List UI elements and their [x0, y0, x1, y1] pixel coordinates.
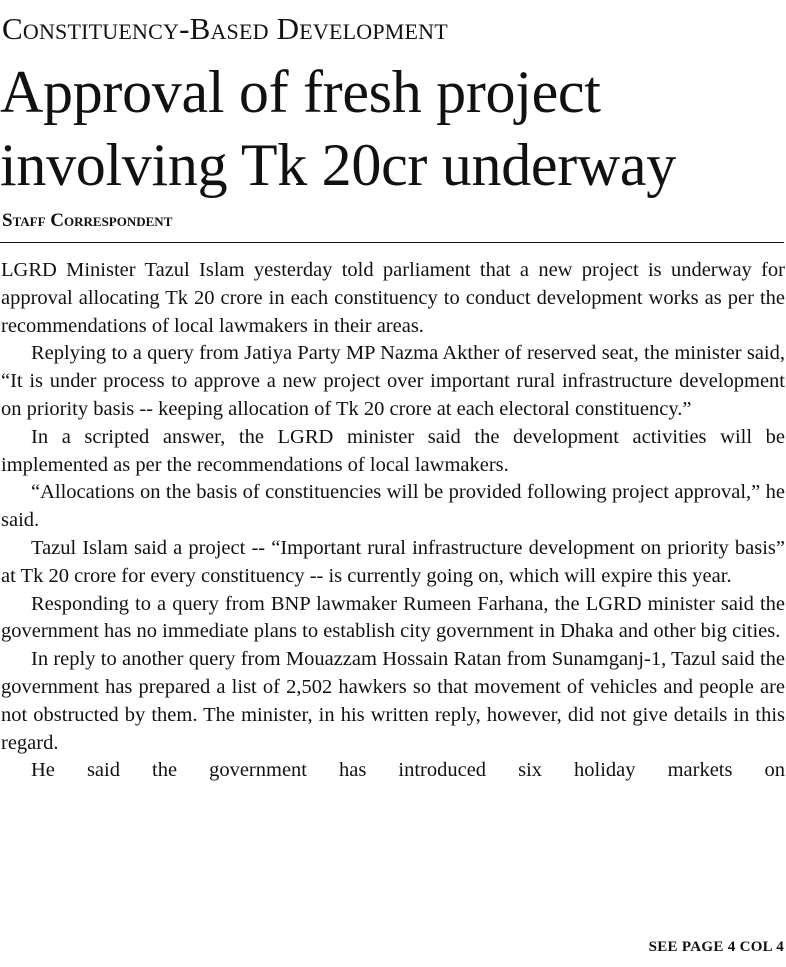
continued-jump-line[interactable]: SEE PAGE 4 COL 4 — [648, 939, 784, 955]
paragraph-5: Tazul Islam said a project -- “Important rural infrastructure development on priority basis” at Tk 20 crore for every constituency -- is currently going on, which will expire this year. — [1, 536, 785, 587]
paragraph-1: LGRD Minister Tazul Islam yesterday told parliament that a new project is underway for approval allocating Tk 20 crore in each constituency to conduct development works as per the recommendations of local lawmakers in their areas. — [1, 259, 785, 337]
headline — [0, 56, 676, 202]
paragraph-8: He said the government has introduced six holiday markets on — [31, 759, 785, 782]
byline-divider — [0, 242, 784, 243]
headline-line-2: involving Tk 20cr underway — [0, 132, 676, 198]
article-body — [1, 257, 785, 785]
paragraph-3: In a scripted answer, the LGRD minister said the development activities will be implemented as per the recommendations of local lawmakers. — [1, 425, 785, 476]
paragraph-7: In reply to another query from Mouazzam Hossain Ratan from Sunamganj-1, Tazul said the government has prepared a list of 2,502 hawkers so that movement of vehicles and people are not obstructed by them. The minister, in his written reply, however, did not give details in this regard. — [1, 648, 785, 754]
headline-line-1: Approval of fresh project — [0, 59, 601, 125]
section-kicker: Constituency-Based Development — [2, 11, 448, 46]
paragraph-2: Replying to a query from Jatiya Party MP Nazma Akther of reserved seat, the minister said, “It is under process to approve a new project over important rural infrastructure development on priority basis -- keeping allocation of Tk 20 crore at each electoral constituency.” — [1, 342, 785, 420]
paragraph-6: Responding to a query from BNP lawmaker Rumeen Farhana, the LGRD minister said the government has no immediate plans to establish city government in Dhaka and other big cities. — [1, 592, 785, 643]
paragraph-4: “Allocations on the basis of constituencies will be provided following project approval,” he said. — [1, 481, 785, 532]
byline: Staff Correspondent — [2, 210, 173, 231]
